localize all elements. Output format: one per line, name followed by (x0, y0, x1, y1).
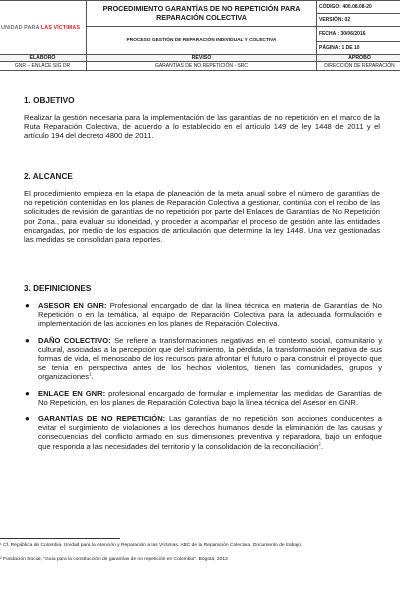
definition-term: DAÑO COLECTIVO: (38, 335, 111, 345)
document-date: FECHA : 30/06/2016 (317, 27, 400, 42)
definition-text: profesional encargado de formular e implementar las medidas de Garantías de No Repetición, en los planes de Reparación Colectiva bajo la línea técnica del Asesor en GNR. (38, 388, 382, 407)
definition-term: ENLACE EN GNR: (38, 388, 106, 398)
process-name: PROCESO GESTIÓN DE REPARACIÓN INDIVIDUAL Y COLECTIVA (126, 38, 277, 43)
aprobo-value: DIRECCIÓN DE REPARACIÓN (317, 62, 400, 71)
section-title-objetivo: 1. OBJETIVO (24, 96, 75, 105)
section-title-definiciones: 3. DEFINICIONES (24, 284, 92, 293)
footnote-divider (0, 538, 120, 539)
reviso-label: REVISÓ (87, 55, 317, 62)
bullet-icon: ● (25, 335, 30, 345)
definition-item (24, 389, 382, 407)
document-title-cell (87, 1, 317, 27)
definition-text: Las garantías de no repetición son acciones conducentes a evitar el surgimiento de violaciones a los derechos humanos desde la eliminación de las causas y consecuencias del conflicto armado en sus dimensiones preventiva y reparadora, bajo un enfoque que responda a las necesidades del territorio y la consolidación de la reconciliación (38, 414, 382, 451)
page-number: PÁGINA: 1 DE 10 (317, 42, 400, 55)
elaboro-label: ELABORÓ (0, 55, 87, 62)
logo-cell (0, 1, 87, 55)
footnote-ref: 2 (318, 441, 321, 447)
reviso-value: GARANTÍAS DE NO REPETICIÓN - SRC (87, 62, 317, 71)
unidad-victimas-logo: UNIDAD PARA LAS VÍCTIMAS (1, 24, 81, 31)
alcance-paragraph: El procedimiento empieza en la etapa de planeación de la meta anual sobre el número de garantías de no repetición contenidas en los planes de Reparación Colectiva a gestionar, continúa con el recibo de las solicitudes de revisión de garantías de no repetición por parte del Enlaces de Garantías de No Repetición por Zona., para evaluar su idoneidad, y proceder a acompañar el proceso de gestión ante las entidades encargadas, por medio de los espacios de articulación que determine la ley 1448. Una vez gestionadas las medidas se consolidan para reportes. (24, 189, 380, 245)
definition-item: ● DAÑO COLECTIVO: Se refiere a transformaciones negativas en el contexto social, comunitario y cultural, asociadas a la percepción que del sufrimiento, la pérdida, la transformación negativa de sus formas de vida, el menoscabo de los recursos para afrontar el futuro o para construir el proyecto que se tenía en perspectiva antes de los hechos violentos, tienen las comunidades, grupos y organizaciones$^1$. (25, 335, 382, 382)
footnote-1: ¹ Cf. República de Colombia. Unidad para la Atención y Reparación a las Víctimas. ABC de la Reparación Colectiva. Documento de trabajo. (0, 543, 303, 548)
process-name-cell (87, 27, 317, 55)
definition-term: GARANTÍAS DE NO REPETICIÓN: (38, 414, 166, 424)
definition-item (24, 301, 382, 329)
document-code: CÓDIGO: 400.08.08-20 (317, 1, 400, 14)
section-title-alcance: 2. ALCANCE (24, 172, 73, 181)
definition-text: Se refiere a transformaciones negativas en el contexto social, comunitario y cultural, asociadas a la percepción que del sufrimiento, la pérdida, la transformación negativa de sus formas de vida, el menoscabo de los recursos para afrontar el futuro o para construir el proyecto que se tenía en perspectiva antes de los hechos violentos, tienen las comunidades, grupos y organizaciones (38, 335, 382, 382)
bullet-icon: ● (25, 301, 30, 310)
elaboro-value: GNR – ENLACE SIG DR (0, 62, 87, 71)
bullet-icon: ● (25, 388, 30, 398)
bullet-icon: ● (25, 414, 30, 424)
definition-text: Profesional encargado de dar la línea técnica en materia de Garantías de No Repetición o en la temática, al equipo de Reparación Colectiva para la adecuada formulación e implementación de las acciones en los planes de Reparación Colectiva. (38, 301, 382, 329)
objetivo-paragraph: Realizar la gestión necesaria para la implementación de las garantías de no repetición en el marco de la Ruta Reparación Colectiva, de acuerdo a lo establecido en el artículo 149 de ley 1448 de 2011 y el artículo 194 del decreto 4800 de 2011. (24, 113, 380, 141)
definition-term: ASESOR EN GNR: (38, 301, 107, 310)
definitions-list (24, 301, 382, 458)
definition-item: ● GARANTÍAS DE NO REPETICIÓN: Las garantías de no repetición son acciones conducentes a evitar el surgimiento de violaciones a los derechos humanos desde la eliminación de las causas y consecuencias del conflicto armado en sus dimensiones preventiva y reparadora, bajo un enfoque que responda a las necesidades del territorio y la consolidación de la reconciliación$^2$. (25, 414, 382, 451)
footnote-2: ² Fundación Social, "Guía para la construcción de garantías de no repetición en Colombia". Bogotá, 2013 (0, 557, 228, 562)
footnote-ref: 1 (89, 371, 92, 377)
aprobo-label: APROBÓ (317, 55, 400, 62)
document-title: PROCEDIMIENTO GARANTÍAS DE NO REPETICIÓN PARA REPARACIÓN COLECTIVA (102, 3, 301, 22)
document-header (0, 0, 400, 71)
document-version: VERSIÓN: 02 (317, 14, 400, 27)
